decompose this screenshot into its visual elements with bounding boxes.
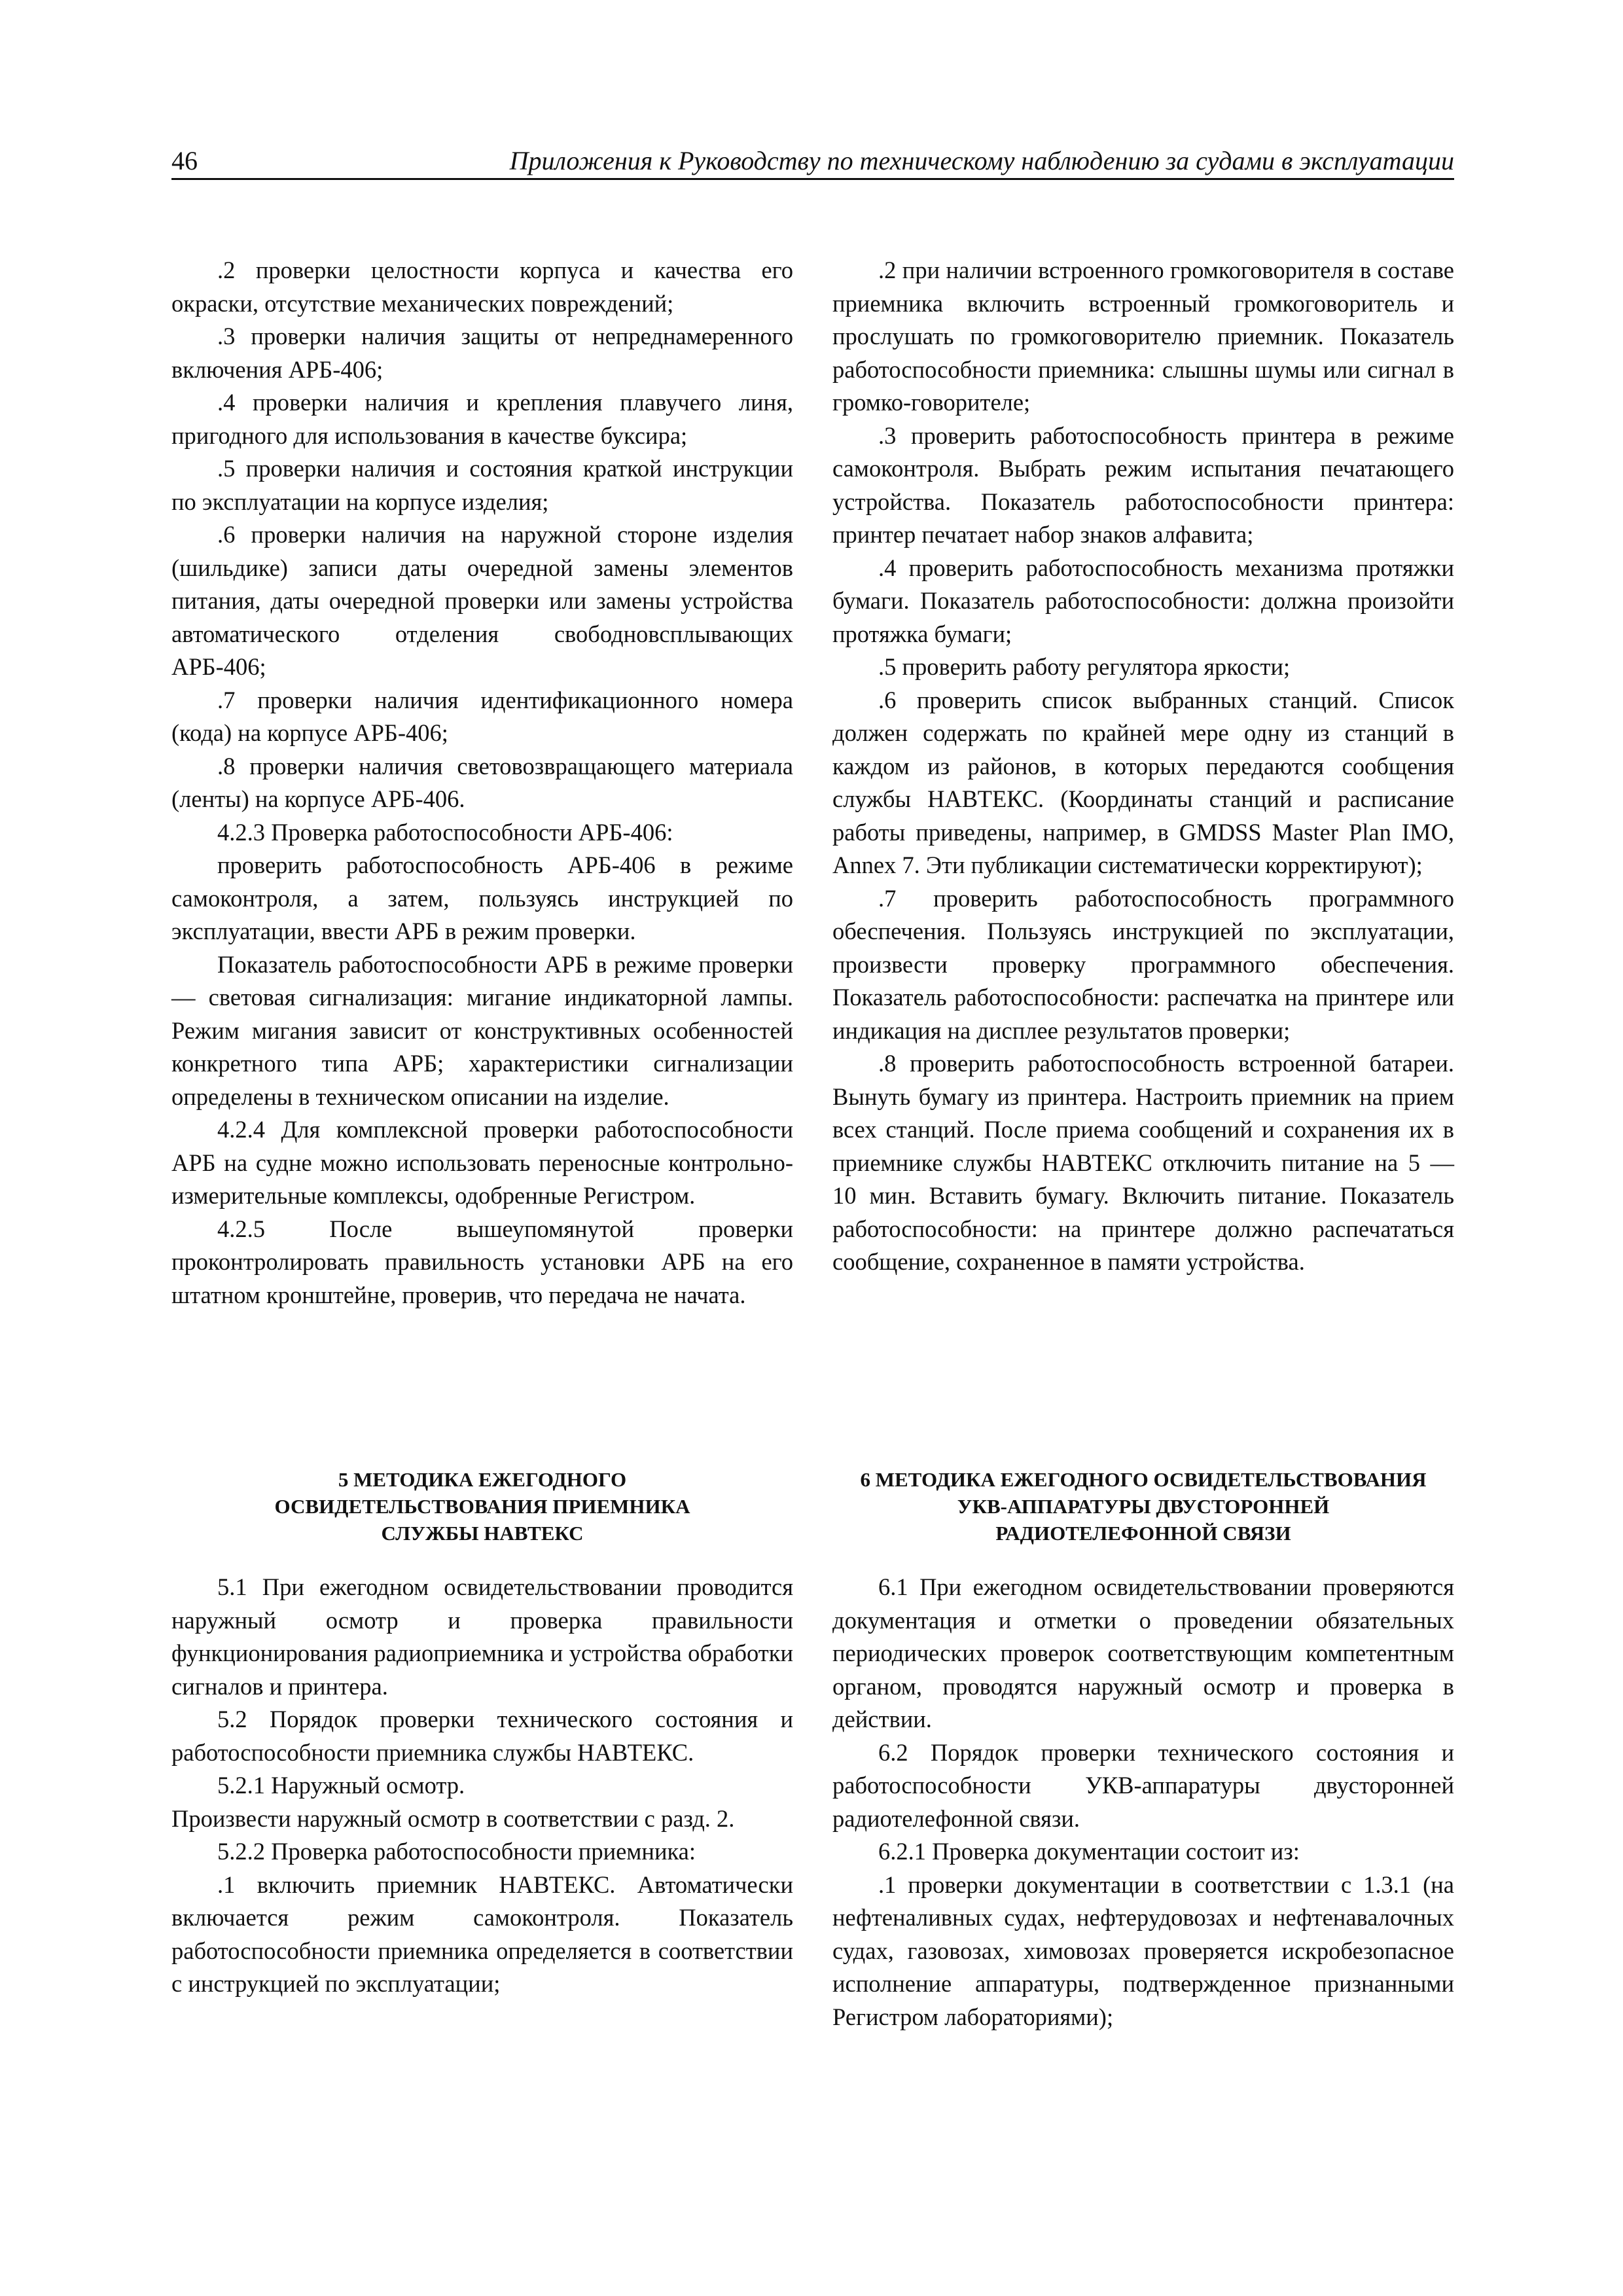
heading-line: ОСВИДЕТЕЛЬСТВОВАНИЯ ПРИЕМНИКА: [274, 1495, 690, 1518]
paragraph: 4.2.5 После вышеупомянутой проверки проконтролировать правильность установки АРБ на его штатном кронштейне, проверив, что передача не начата.: [171, 1215, 793, 1308]
paragraph: 5.2.2 Проверка работоспособности приемника:: [217, 1838, 696, 1865]
paragraph: 4.2.4 Для комплексной проверки работоспособности АРБ на судне можно использовать переносные контрольно-измерительные комплексы, одобренные Регистром.: [171, 1116, 793, 1209]
paragraph: .8 проверки наличия световозвращающего материала (ленты) на корпусе АРБ-406.: [171, 752, 793, 812]
heading-line: РАДИОТЕЛЕФОННОЙ СВЯЗИ: [995, 1522, 1291, 1545]
paragraph: .5 проверки наличия и состояния краткой инструкции по эксплуатации на корпусе изделия;: [171, 455, 793, 515]
header-rule: [171, 178, 1454, 180]
heading-line: УКВ-АППАРАТУРЫ ДВУСТОРОННЕЙ: [957, 1495, 1330, 1518]
paragraph: Показатель работоспособности АРБ в режиме проверки — световая сигнализация: мигание индикаторной лампы. Режим мигания зависит от конструктивных особенностей конкретного типа АРБ; характеристики сигнализации определены в техническом описании на изделие.: [171, 950, 793, 1110]
section-5-heading: [171, 1466, 793, 1547]
paragraph: 6.2 Порядок проверки технического состояния и работоспособности УКВ-аппаратуры двусторонней радиотелефонной связи.: [832, 1738, 1454, 1832]
paragraph: .1 включить приемник НАВТЕКС. Автоматически включается режим самоконтроля. Показатель работоспособности приемника определяется в соответствии с инструкцией по эксплуатации;: [171, 1871, 793, 1997]
paragraph: .8 проверить работоспособность встроенной батареи. Вынуть бумагу из принтера. Настроить приемник на прием всех станций. После приема сообщений и сохранения их в приемнике службы НАВТЕКС отключить питание на 5 — 10 мин. Вставить бумагу. Включить питание. Показатель работоспособности: на принтере должно распечататься сообщение, сохраненное в памяти устройства.: [832, 1050, 1454, 1275]
right-column-bottom: [832, 1571, 1454, 2034]
paragraph: .2 проверки целостности корпуса и качества его окраски, отсутствие механических повреждений;: [171, 257, 793, 317]
paragraph: .2 при наличии встроенного громкоговорителя в составе приемника включить встроенный громкоговоритель и прослушать по громкоговорителю приемник. Показатель работоспособности приемника: слышны шумы или сигнал в громко-говорителе;: [832, 257, 1454, 416]
paragraph: .6 проверить список выбранных станций. Список должен содержать по крайней мере одну из станций в каждом из районов, в которых передаются сообщения службы НАВТЕКС. (Координаты станций и расписание работы приведены, например, в GMDSS Master Plan IMO, Annex 7. Эти публикации систематически корректируют);: [832, 686, 1454, 878]
paragraph: 6.1 При ежегодном освидетельствовании проверяются документация и отметки о проведении обязательных периодических проверок соответствующим компетентным органом, проводятся наружный осмотр и проверка в действии.: [832, 1573, 1454, 1732]
paragraph: проверить работоспособность АРБ-406 в режиме самоконтроля, а затем, пользуясь инструкцией по эксплуатации, ввести АРБ в режим проверки.: [171, 852, 793, 944]
page-number: 46: [171, 146, 198, 175]
paragraph: 5.2 Порядок проверки технического состояния и работоспособности приемника службы НАВТЕКС.: [171, 1706, 793, 1766]
right-column-top: [832, 254, 1454, 1279]
heading-line: 5 МЕТОДИКА ЕЖЕГОДНОГО: [338, 1468, 627, 1491]
left-column-bottom: [171, 1571, 793, 2001]
paragraph: 4.2.3 Проверка работоспособности АРБ-406:: [217, 818, 673, 846]
paragraph: 5.2.1 Наружный осмотр.: [217, 1772, 465, 1799]
paragraph: .4 проверки наличия и крепления плавучего линя, пригодного для использования в качестве буксира;: [171, 389, 793, 449]
page-header: [171, 145, 1454, 181]
running-title: Приложения к Руководству по техническому наблюдению за судами в эксплуатации: [509, 146, 1454, 175]
paragraph: .6 проверки наличия на наружной стороне изделия (шильдике) записи даты очередной замены элементов питания, даты очередной проверки или замены устройства автоматического отделения свободновсплывающих АРБ-406;: [171, 521, 793, 680]
paragraph: .7 проверки наличия идентификационного номера (кода) на корпусе АРБ-406;: [171, 686, 793, 746]
heading-line: 6 МЕТОДИКА ЕЖЕГОДНОГО ОСВИДЕТЕЛЬСТВОВАНИЯ: [860, 1468, 1427, 1491]
paragraph: .7 проверить работоспособность программного обеспечения. Пользуясь инструкцией по эксплуатации, произвести проверку программного обеспечения. Показатель работоспособности: распечатка на принтере или индикация на дисплее результатов проверки;: [832, 884, 1454, 1044]
left-column-top: [171, 254, 793, 1312]
paragraph: Произвести наружный осмотр в соответствии с разд. 2.: [171, 1804, 735, 1832]
paragraph: 5.1 При ежегодном освидетельствовании проводится наружный осмотр и проверка правильности функционирования радиоприемника и устройства обработки сигналов и принтера.: [171, 1573, 793, 1700]
paragraph: .3 проверить работоспособность принтера в режиме самоконтроля. Выбрать режим испытания печатающего устройства. Показатель работоспособности принтера: принтер печатает набор знаков алфавита;: [832, 422, 1454, 548]
paragraph: .5 проверить работу регулятора яркости;: [878, 653, 1291, 680]
section-6-heading: [832, 1466, 1454, 1547]
paragraph: .1 проверки документации в соответствии с 1.3.1 (на нефтеналивных судах, нефтерудовозах и нефтенавалочных судах, газовозах, химовозах проверяется искробезопасное исполнение аппаратуры, подтвержденное признанными Регистром лабораториями);: [832, 1871, 1454, 2030]
paragraph: .4 проверить работоспособность механизма протяжки бумаги. Показатель работоспособности: должна произойти протяжка бумаги;: [832, 554, 1454, 647]
heading-line: СЛУЖБЫ НАВТЕКС: [381, 1522, 584, 1545]
paragraph: .3 проверки наличия защиты от непреднамеренного включения АРБ-406;: [171, 323, 793, 383]
paragraph: 6.2.1 Проверка документации состоит из:: [878, 1838, 1300, 1865]
